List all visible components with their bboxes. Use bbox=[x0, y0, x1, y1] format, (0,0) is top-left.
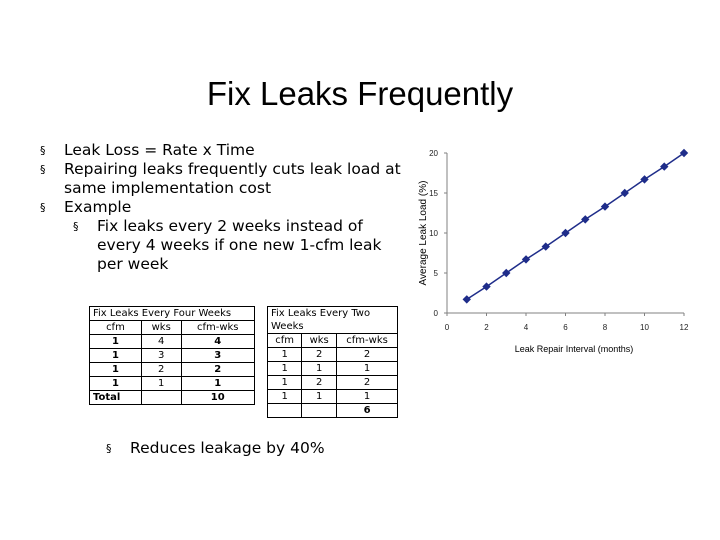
result-bullet-text: Reduces leakage by 40% bbox=[130, 439, 325, 457]
table-caption: Fix Leaks Every Four Weeks bbox=[90, 307, 255, 321]
table-caption: Fix Leaks Every Two Weeks bbox=[268, 307, 398, 334]
bullet-glyph: § bbox=[73, 220, 79, 233]
bullet-item bbox=[40, 160, 405, 198]
table-cell: 2 bbox=[181, 363, 255, 377]
table-cell: 2 bbox=[337, 348, 398, 362]
table-total-row bbox=[268, 404, 398, 418]
table-row bbox=[90, 349, 255, 363]
chart-series bbox=[463, 150, 687, 303]
bullet-item bbox=[40, 141, 405, 160]
table-cell: 3 bbox=[141, 349, 181, 363]
table-cell: 1 bbox=[141, 377, 181, 391]
table-two-weeks bbox=[267, 306, 398, 418]
sub-bullet-text: Fix leaks every 2 weeks instead of every 4 weeks if one new 1-cfm leak per week bbox=[97, 217, 382, 273]
table-row bbox=[90, 363, 255, 377]
table-cell: 2 bbox=[302, 348, 337, 362]
column-header: cfm bbox=[268, 334, 302, 348]
table-caption-row bbox=[268, 307, 398, 334]
table-cell: 2 bbox=[337, 376, 398, 390]
column-header: cfm-wks bbox=[181, 321, 255, 335]
table-cell: 1 bbox=[268, 348, 302, 362]
table-row bbox=[90, 335, 255, 349]
table-cell: 1 bbox=[90, 335, 142, 349]
table-cell: 4 bbox=[141, 335, 181, 349]
table-cell: 2 bbox=[141, 363, 181, 377]
column-header: cfm bbox=[90, 321, 142, 335]
table-row bbox=[268, 390, 398, 404]
column-header: wks bbox=[141, 321, 181, 335]
bullet-text: Example bbox=[64, 198, 132, 216]
table-row bbox=[268, 376, 398, 390]
series-line bbox=[467, 153, 684, 299]
table-row bbox=[268, 362, 398, 376]
table-caption-row bbox=[90, 307, 255, 321]
table-row bbox=[268, 348, 398, 362]
table-header-row bbox=[268, 334, 398, 348]
bullet-glyph: § bbox=[40, 144, 46, 157]
column-header: wks bbox=[302, 334, 337, 348]
table-cell: 1 bbox=[302, 390, 337, 404]
table-cell-empty bbox=[302, 404, 337, 418]
table-cell: 2 bbox=[302, 376, 337, 390]
table-cell: 1 bbox=[181, 377, 255, 391]
y-tick-label: 0 bbox=[433, 309, 438, 318]
total-value: 10 bbox=[181, 391, 255, 405]
result-bullet bbox=[106, 439, 430, 458]
total-label: Total bbox=[90, 391, 142, 405]
table-header-row bbox=[90, 321, 255, 335]
table-four-weeks bbox=[89, 306, 255, 405]
column-header: cfm-wks bbox=[337, 334, 398, 348]
x-tick-label: 12 bbox=[679, 323, 689, 332]
table-cell: 1 bbox=[337, 362, 398, 376]
table-cell: 1 bbox=[302, 362, 337, 376]
x-tick-label: 8 bbox=[602, 323, 608, 332]
y-tick-label: 20 bbox=[429, 149, 438, 158]
table-cell: 1 bbox=[337, 390, 398, 404]
bullet-glyph: § bbox=[40, 201, 46, 214]
table-cell: 1 bbox=[268, 376, 302, 390]
x-tick-label: 6 bbox=[563, 323, 568, 332]
table-cell: 1 bbox=[90, 349, 142, 363]
sub-bullet-item bbox=[73, 217, 405, 274]
table-cell-empty bbox=[141, 391, 181, 405]
x-tick-label: 0 bbox=[444, 323, 450, 332]
table-cell-empty bbox=[268, 404, 302, 418]
bullet-text: Repairing leaks frequently cuts leak load at same implementation cost bbox=[64, 160, 401, 197]
bullet-list bbox=[40, 141, 405, 274]
x-axis-label: Leak Repair Interval (months) bbox=[514, 344, 634, 354]
bullet-item bbox=[40, 198, 405, 217]
table-total-row bbox=[90, 391, 255, 405]
bullet-glyph: § bbox=[106, 442, 112, 455]
x-tick-label: 2 bbox=[484, 323, 489, 332]
table-cell: 1 bbox=[268, 390, 302, 404]
table-cell: 1 bbox=[90, 377, 142, 391]
table-row bbox=[90, 377, 255, 391]
x-tick-label: 10 bbox=[640, 323, 649, 332]
y-tick-label: 10 bbox=[429, 229, 438, 238]
y-tick-label: 5 bbox=[433, 269, 438, 278]
table-cell: 3 bbox=[181, 349, 255, 363]
y-tick-label: 15 bbox=[429, 189, 438, 198]
bullet-text: Leak Loss = Rate x Time bbox=[64, 141, 255, 159]
table-cell: 1 bbox=[90, 363, 142, 377]
x-tick-label: 4 bbox=[523, 323, 529, 332]
y-axis-label: Average Leak Load (%) bbox=[418, 180, 429, 286]
bullet-glyph: § bbox=[40, 163, 46, 176]
slide-title: Fix Leaks Frequently bbox=[206, 75, 514, 112]
table-cell: 1 bbox=[268, 362, 302, 376]
leak-load-chart bbox=[408, 140, 708, 360]
total-value: 6 bbox=[337, 404, 398, 418]
table-cell: 4 bbox=[181, 335, 255, 349]
